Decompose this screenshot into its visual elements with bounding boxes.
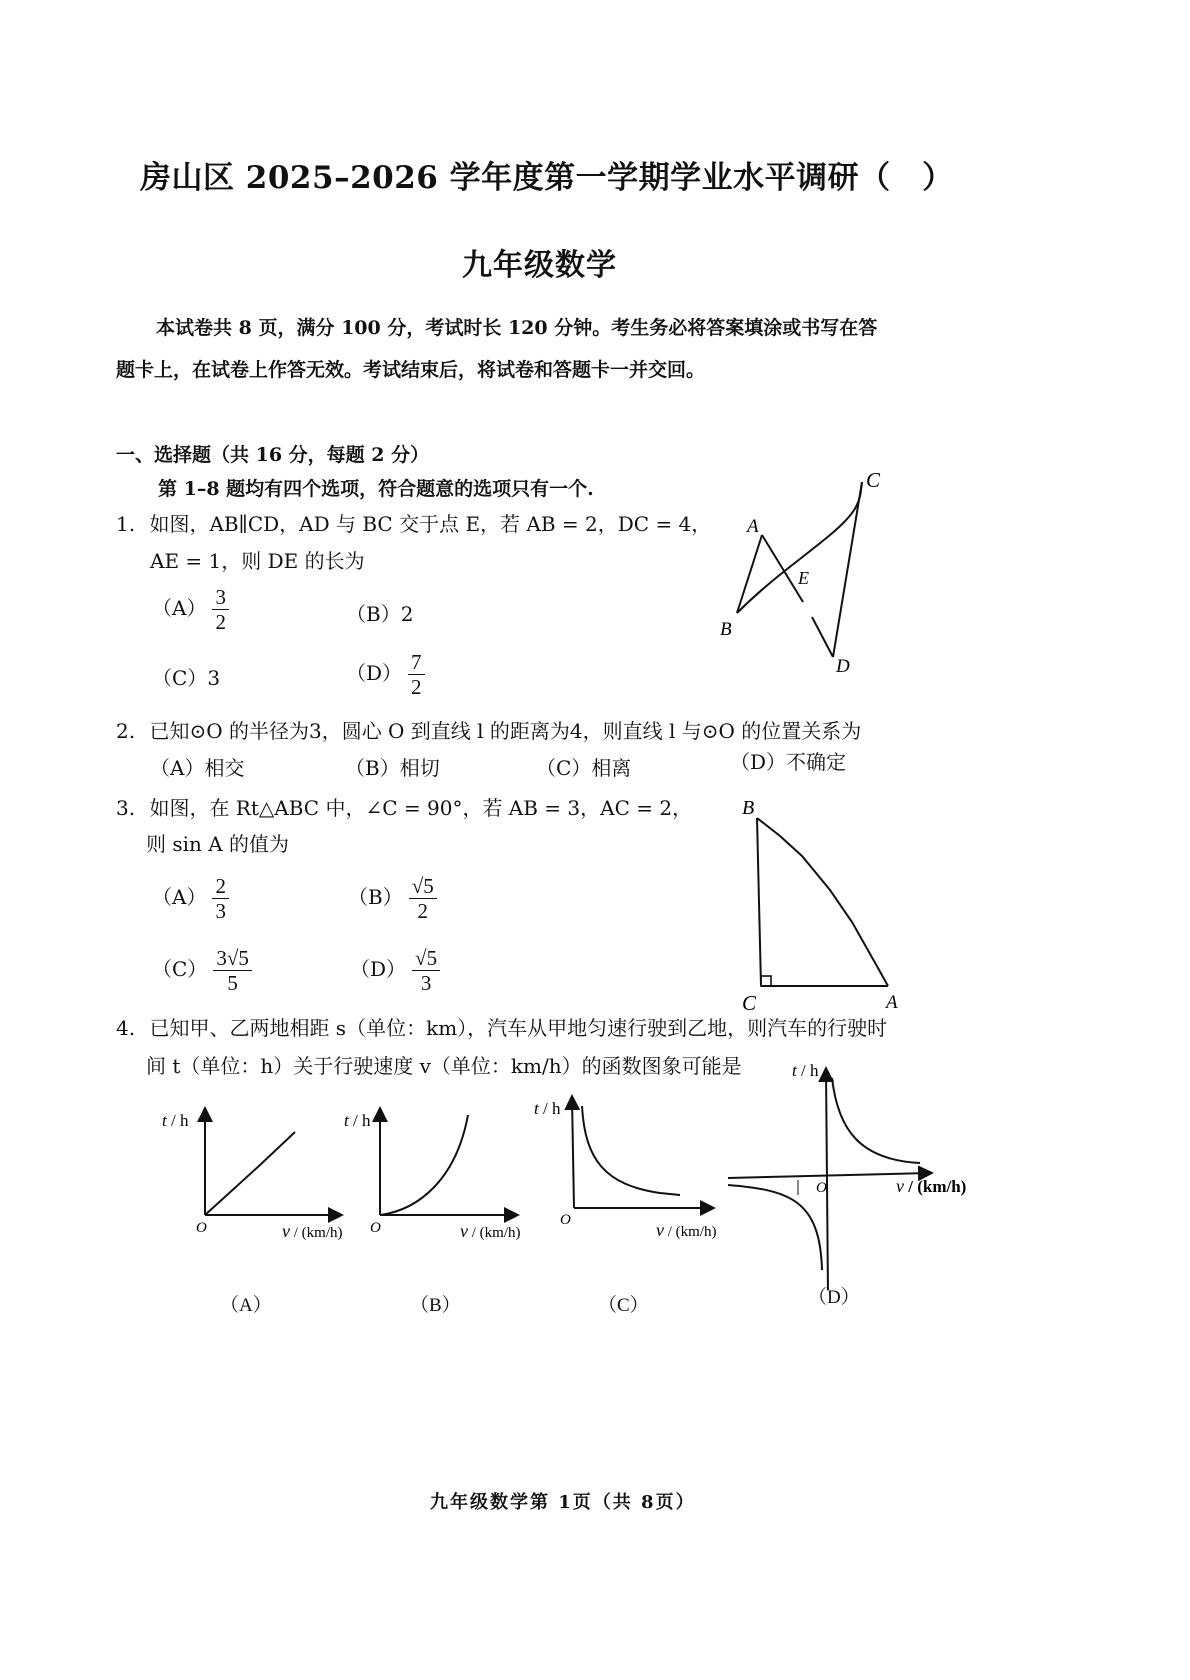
section-heading: 一、选择题（共 16 分，每题 2 分） [116,444,430,466]
question-3 [116,792,692,821]
y-axis-label: t / h [792,1061,819,1080]
point-label-a: A [747,516,759,537]
fraction: $\frac{7}{2}$ [408,650,425,699]
fraction: $\frac{√5}{2}$ [409,874,437,923]
question-1 [116,508,711,537]
question-1-line-2: AE = 1，则 DE 的长为 [150,549,365,573]
q3-option-d[interactable]: （D） $\frac{√5}{3}$ [350,946,440,995]
instructions-line-2: 题卡上，在试卷上作答无效。考试结束后，将试卷和答题卡一并交回。 [116,359,706,381]
fraction: $\frac{2}{3}$ [212,874,229,923]
question-text: 已知甲、乙两地相距 s（单位：km），汽车从甲地匀速行驶到乙地，则汽车的行驶时 [149,1016,888,1040]
question-number: 2. [116,719,136,743]
q2-option-d[interactable]: （D）不确定 [730,750,847,774]
graph-b-caption: （B） [410,1295,461,1316]
point-label-c: C [866,468,881,492]
exam-title: 房山区 2025–2026 学年度第一学期学业水平调研（ ） [140,160,954,196]
fraction: $\frac{√5}{3}$ [412,946,440,995]
question-text: 如图，AB∥CD，AD 与 BC 交于点 E，若 AB = 2，DC = 4， [149,512,712,536]
graph-d-caption: （D） [808,1287,860,1308]
question-4 [116,1012,887,1041]
graph-a-caption: （A） [220,1295,272,1316]
point-label-b: B [720,619,732,640]
q3-figure-right-triangle [730,790,920,1010]
origin-label: O [560,1212,571,1228]
graph-a-linear [160,1100,360,1240]
x-axis-label: v / (km/h) [656,1220,717,1240]
question-number: 4. [116,1016,136,1040]
q3-option-b[interactable]: （B） $\frac{√5}{2}$ [348,874,437,923]
q1-option-d[interactable]: （D） $\frac{7}{2}$ [346,650,425,699]
page-footer: 九年级数学第 1页（共 8页） [430,1492,696,1513]
fraction: $\frac{3√5}{5}$ [213,946,252,995]
graph-c-hyperbola [530,1090,750,1240]
section-note: 第 1–8 题均有四个选项，符合题意的选项只有一个. [158,478,594,500]
question-text: 如图，在 Rt△ABC 中，∠C = 90°，若 AB = 3，AC = 2， [149,796,693,820]
x-axis-label: v / (km/h) [896,1176,967,1196]
origin-label: O [196,1220,207,1236]
question-4-line-2: 间 t（单位：h）关于行驶速度 v（单位：km/h）的函数图象可能是 [146,1054,742,1078]
q2-option-b[interactable]: （B）相切 [345,756,440,780]
point-label-b: B [742,797,755,819]
fraction: $\frac{3}{2}$ [212,585,229,634]
origin-label: O [370,1220,381,1236]
point-label-c: C [742,991,757,1010]
q3-option-a[interactable]: （A） $\frac{2}{3}$ [152,874,229,923]
x-axis-label: v / (km/h) [460,1221,521,1240]
q2-option-a[interactable]: （A）相交 [150,756,245,780]
q1-option-a[interactable]: （A） $\frac{3}{2}$ [152,585,229,634]
y-axis-label: t / h [162,1111,189,1130]
y-axis-label: t / h [344,1111,371,1130]
y-axis-label: t / h [534,1099,561,1118]
question-number: 1. [116,512,136,536]
graph-d-hyperbola-two-branches [720,1060,1000,1290]
graph-c-caption: （C） [598,1295,649,1316]
point-label-e: E [798,568,809,588]
instructions-line-1: 本试卷共 8 页，满分 100 分，考试时长 120 分钟。考生务必将答案填涂或书写在答 [156,317,878,339]
question-3-line-2: 则 sin A 的值为 [146,832,290,856]
point-label-d: D [836,656,850,677]
q1-figure-diagram [700,460,920,690]
q3-option-c[interactable]: （C） $\frac{3√5}{5}$ [152,946,252,995]
question-2 [116,715,861,744]
origin-label: O [816,1180,827,1196]
graph-b-parabola [338,1100,548,1240]
question-text: 已知⊙O 的半径为3，圆心 O 到直线 l 的距离为4，则直线 l 与⊙O 的位置关系为 [149,719,862,743]
exam-subject: 九年级数学 [462,248,617,283]
question-number: 3. [116,796,136,820]
point-label-a: A [886,992,898,1010]
q1-option-c[interactable]: （C）3 [152,666,221,690]
q2-option-c[interactable]: （C）相离 [536,756,632,780]
q1-option-b[interactable]: （B）2 [346,602,414,626]
x-axis-label: v / (km/h) [282,1221,343,1240]
